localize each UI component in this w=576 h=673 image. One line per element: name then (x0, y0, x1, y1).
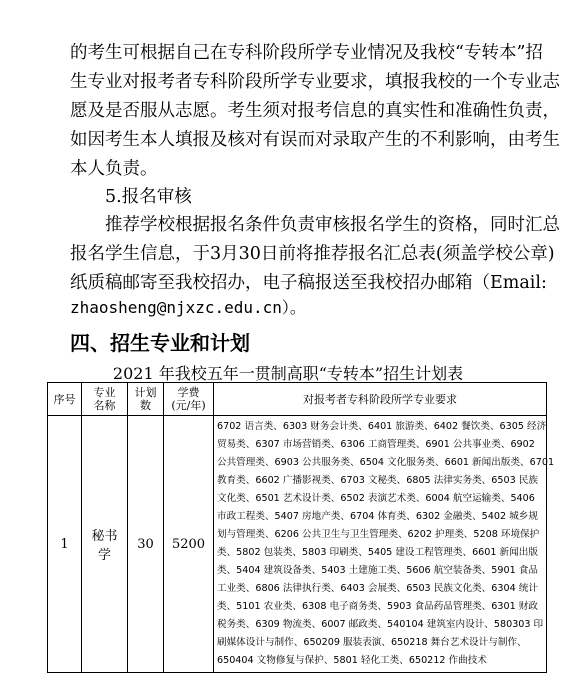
cell-major: 秘书 学 (82, 416, 128, 673)
header-plan: 计划 数 (128, 383, 164, 416)
requirement-line: 文化类、6501 艺术设计类、6502 表演艺术类、6004 航空运输类、5406 (217, 493, 535, 504)
table-title: 2021 年我校五年一贯制高职“专转本”招生计划表 (112, 364, 464, 383)
email-line: zhaosheng@njxzc.edu.cn）。 (70, 298, 306, 317)
requirement-line: 6702 语言类、6303 财务会计类、6401 旅游类、6402 餐饮类、6305 经济 (217, 421, 547, 432)
text-line: 生专业对报考者专科阶段所学专业要求，填报我校的一个专业志 (70, 72, 560, 92)
table-row (48, 416, 547, 673)
enrollment-plan-table (47, 382, 555, 673)
requirement-line: 税务类、6309 物流类、6007 邮政类、540104 建筑室内设计、580303 印 (217, 619, 544, 630)
text-line: 纸质稿邮寄至我校招办，电子稿报送至我校招办邮箱（Email: (70, 273, 547, 293)
header-requirements: 对报考者专科阶段所学专业要求 (214, 383, 547, 416)
cell-requirements (214, 416, 555, 673)
requirement-line: 教育类、6602 广播影视类、6703 文秘类、6805 法律实务类、6503 民族 (217, 475, 538, 486)
requirement-line: 公共管理类、6903 公共服务类、6504 文化服务类、6601 新闻出版类、6701 (217, 457, 555, 468)
requirement-line: 市政工程类、5407 房地产类、6704 体育类、6302 金融类、5402 城乡规 (217, 511, 538, 522)
requirement-line: 类、5101 农业类、6308 电子商务类、5903 食品药品管理类、6301 财政 (217, 601, 538, 612)
text-line: 如因考生本人填报及核对有误而对录取产生的不利影响，由考生 (70, 130, 560, 150)
cell-seq: 1 (48, 416, 82, 673)
cell-plan: 30 (128, 416, 164, 673)
requirement-line: 贸易类、6307 市场营销类、6306 工商管理类、6901 公共事业类、6902 (217, 439, 535, 450)
requirement-line: 刷媒体设计与制作、650209 服装表演、650218 舞台艺术设计与制作、 (217, 637, 527, 648)
table-header-row (48, 383, 547, 416)
header-seq: 序号 (48, 383, 82, 416)
header-fee: 学费 (元/年) (164, 383, 214, 416)
requirement-line: 工业类、6806 法律执行类、6403 会展类、6503 民族文化类、6304 统计 (217, 583, 538, 594)
requirement-line: 650404 文物修复与保护、5801 轻化工类、650212 作曲技术 (217, 655, 487, 666)
section-title: 5.报名审核 (105, 187, 192, 207)
requirement-line: 类、5802 包装类、5803 印刷类、5405 建设工程管理类、6601 新闻出版 (217, 547, 538, 558)
header-major: 专业 名称 (82, 383, 128, 416)
requirement-line: 类、5404 建筑设备类、5403 土建施工类、5606 航空装备类、5901 食品 (217, 565, 538, 576)
text-line: 愿及是否服从志愿。考生须对报考信息的真实性和准确性负责， (70, 101, 560, 121)
text-line: 推荐学校根据报名条件负责审核报名学生的资格，同时汇总 (105, 215, 560, 235)
cell-fee: 5200 (164, 416, 214, 673)
section-heading: 四、招生专业和计划 (70, 331, 250, 355)
text-line: 的考生可根据自己在专科阶段所学专业情况及我校“专转本”招 (70, 43, 543, 63)
text-line: 本人负责。 (70, 159, 158, 179)
text-line: 报名学生信息，于3月30日前将推荐报名汇总表(须盖学校公章) (70, 244, 555, 264)
requirement-line: 划与管理类、6206 公共卫生与卫生管理类、6202 护理类、5208 环境保护 (217, 529, 540, 540)
